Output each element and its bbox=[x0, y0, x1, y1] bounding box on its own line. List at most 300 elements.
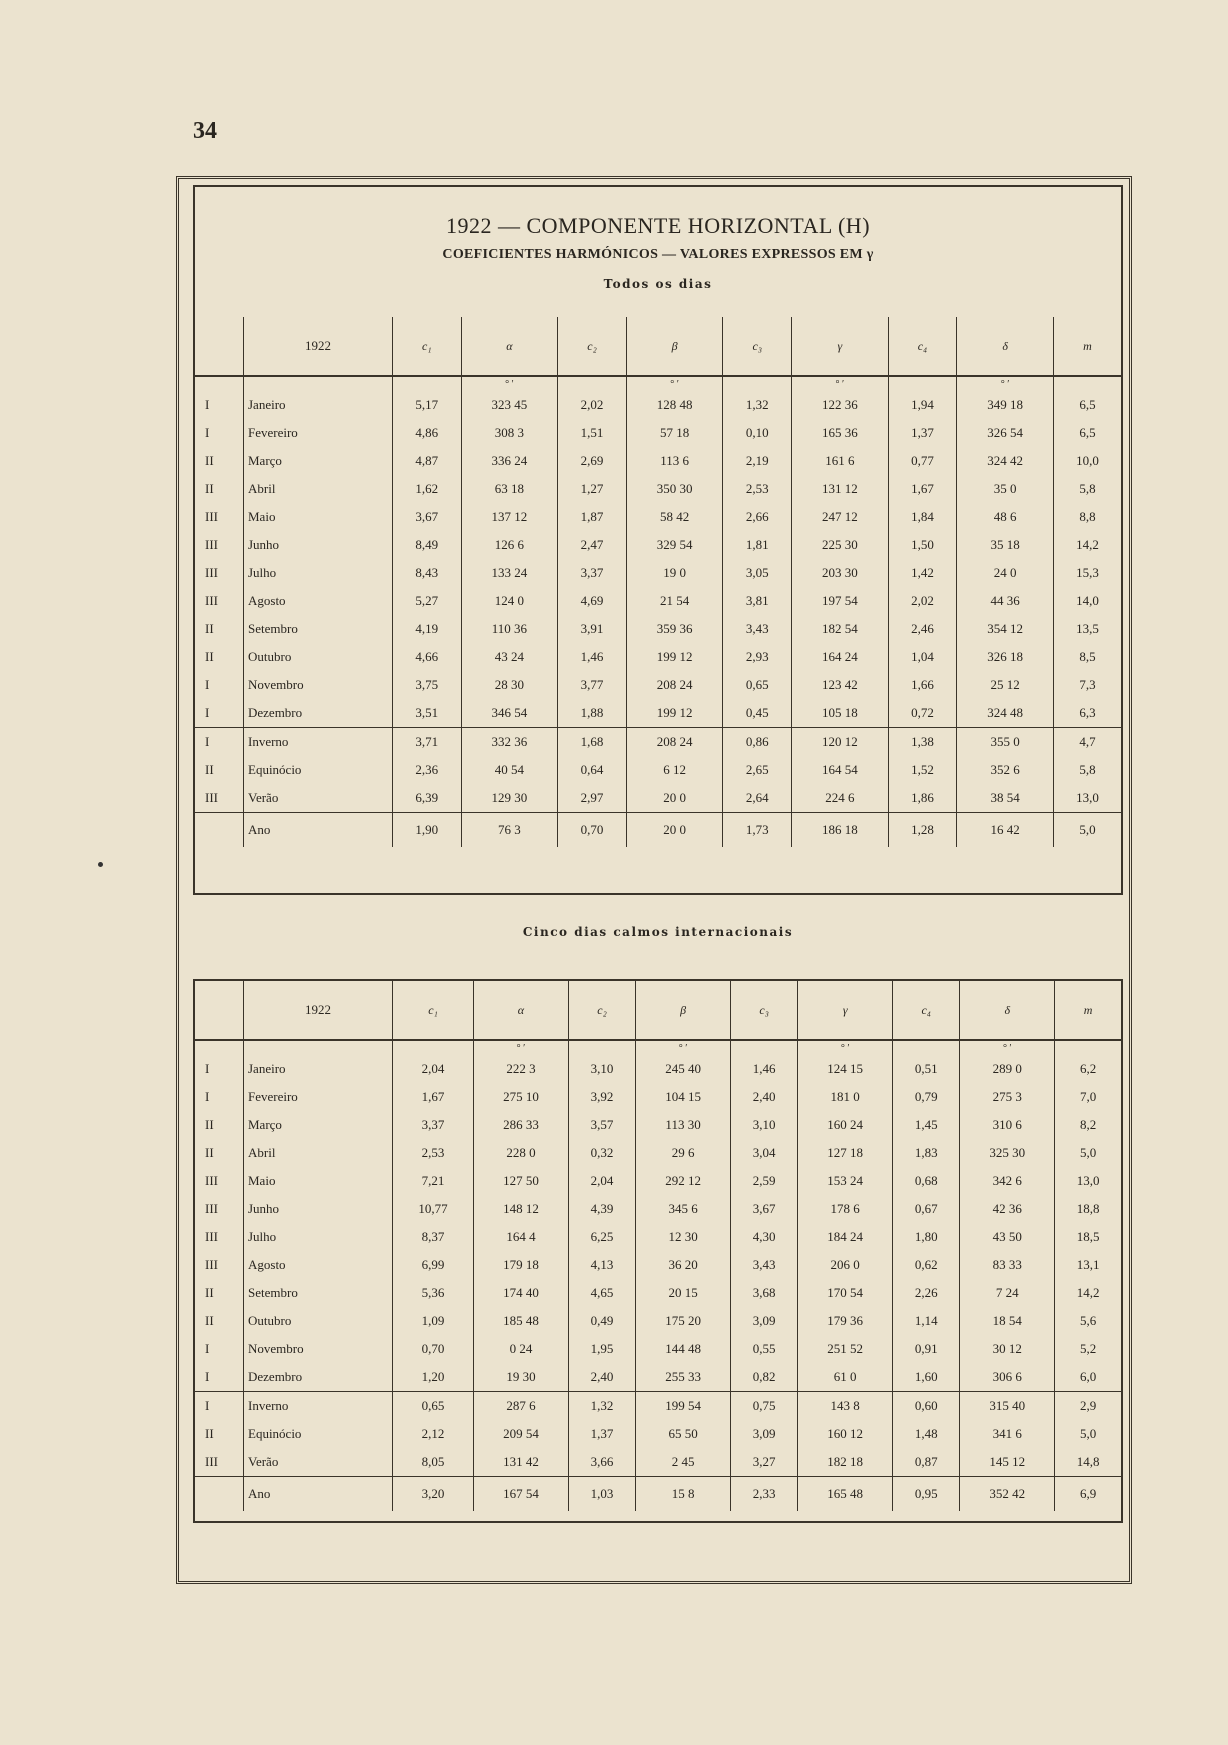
harmonic-table-quiet-days bbox=[195, 981, 1121, 1511]
column-header: γ bbox=[792, 317, 889, 376]
period-label: Outubro bbox=[244, 1307, 393, 1335]
period-label: Agosto bbox=[244, 1251, 393, 1279]
period-label: Novembro bbox=[244, 1335, 393, 1363]
group-numeral: I bbox=[205, 705, 210, 720]
table-row bbox=[195, 1167, 1121, 1195]
value-cell-c4: 1,48 bbox=[893, 1420, 960, 1448]
value-cell-d: 7 24 bbox=[960, 1279, 1055, 1307]
group-numeral bbox=[195, 1477, 244, 1512]
value-cell-c1: 4,87 bbox=[393, 447, 462, 475]
period-label: Julho bbox=[244, 1223, 393, 1251]
value-cell-b: 58 42 bbox=[626, 503, 723, 531]
value-cell-c4: 2,26 bbox=[893, 1279, 960, 1307]
page-number: 34 bbox=[193, 118, 217, 144]
value-cell-c1: 4,86 bbox=[393, 419, 462, 447]
value-cell-y: 206 0 bbox=[798, 1251, 893, 1279]
value-cell-d: 30 12 bbox=[960, 1335, 1055, 1363]
margin-dot bbox=[98, 862, 103, 867]
table-row bbox=[195, 1335, 1121, 1363]
column-header: δ bbox=[957, 317, 1054, 376]
value-cell-y: 143 8 bbox=[798, 1392, 893, 1421]
group-numeral: II bbox=[205, 1285, 214, 1300]
degree-mark: ° ′ bbox=[626, 376, 723, 391]
column-header: β bbox=[636, 981, 731, 1040]
value-cell-c3: 3,09 bbox=[730, 1307, 797, 1335]
group-numeral: III bbox=[205, 1229, 218, 1244]
table-row bbox=[195, 391, 1121, 419]
value-cell-d: 349 18 bbox=[957, 391, 1054, 419]
value-cell-a: 76 3 bbox=[461, 813, 558, 848]
value-cell-c4: 0,91 bbox=[893, 1335, 960, 1363]
table-row bbox=[195, 643, 1121, 671]
value-cell-c3: 2,93 bbox=[723, 643, 792, 671]
value-cell-c4: 1,14 bbox=[893, 1307, 960, 1335]
value-cell-a: 167 54 bbox=[474, 1477, 569, 1512]
table-row bbox=[195, 756, 1121, 784]
value-cell-c2: 0,70 bbox=[558, 813, 627, 848]
value-cell-d: 341 6 bbox=[960, 1420, 1055, 1448]
value-cell-d: 324 48 bbox=[957, 699, 1054, 728]
period-label: Maio bbox=[244, 503, 393, 531]
value-cell-c1: 3,20 bbox=[393, 1477, 474, 1512]
value-cell-d: 24 0 bbox=[957, 559, 1054, 587]
value-cell-a: 133 24 bbox=[461, 559, 558, 587]
value-cell-y: 224 6 bbox=[792, 784, 889, 813]
value-cell-mm: 13,5 bbox=[1053, 615, 1121, 643]
value-cell-y: 225 30 bbox=[792, 531, 889, 559]
value-cell-a: 179 18 bbox=[474, 1251, 569, 1279]
value-cell-c3: 2,40 bbox=[730, 1083, 797, 1111]
value-cell-c3: 3,68 bbox=[730, 1279, 797, 1307]
value-cell-c4: 1,04 bbox=[888, 643, 957, 671]
table-row bbox=[195, 559, 1121, 587]
value-cell-c2: 3,10 bbox=[568, 1055, 635, 1083]
value-cell-c2: 2,40 bbox=[568, 1363, 635, 1392]
degree-mark bbox=[723, 376, 792, 391]
value-cell-b: 113 30 bbox=[636, 1111, 731, 1139]
value-cell-y: 186 18 bbox=[792, 813, 889, 848]
value-cell-c4: 1,42 bbox=[888, 559, 957, 587]
value-cell-c3: 4,30 bbox=[730, 1223, 797, 1251]
value-cell-c2: 2,04 bbox=[568, 1167, 635, 1195]
period-label: Setembro bbox=[244, 615, 393, 643]
value-cell-d: 352 42 bbox=[960, 1477, 1055, 1512]
table-header-row bbox=[195, 981, 1121, 1040]
value-cell-c3: 3,27 bbox=[730, 1448, 797, 1477]
value-cell-c1: 2,12 bbox=[393, 1420, 474, 1448]
period-label: Inverno bbox=[244, 1392, 393, 1421]
value-cell-c4: 0,60 bbox=[893, 1392, 960, 1421]
value-cell-a: 28 30 bbox=[461, 671, 558, 699]
group-numeral: I bbox=[205, 1341, 210, 1356]
value-cell-c4: 1,50 bbox=[888, 531, 957, 559]
value-cell-d: 48 6 bbox=[957, 503, 1054, 531]
period-label: Julho bbox=[244, 559, 393, 587]
column-header: c₄ bbox=[888, 317, 957, 376]
value-cell-mm: 18,8 bbox=[1055, 1195, 1121, 1223]
column-header: α bbox=[474, 981, 569, 1040]
value-cell-c4: 1,67 bbox=[888, 475, 957, 503]
value-cell-d: 44 36 bbox=[957, 587, 1054, 615]
value-cell-y: 164 24 bbox=[792, 643, 889, 671]
value-cell-c4: 1,45 bbox=[893, 1111, 960, 1139]
value-cell-c3: 0,86 bbox=[723, 728, 792, 757]
value-cell-mm: 5,8 bbox=[1053, 756, 1121, 784]
period-label: Abril bbox=[244, 475, 393, 503]
value-cell-c2: 1,88 bbox=[558, 699, 627, 728]
column-header: c₁ bbox=[393, 317, 462, 376]
period-label: Maio bbox=[244, 1167, 393, 1195]
value-cell-c2: 4,65 bbox=[568, 1279, 635, 1307]
table-row bbox=[195, 1251, 1121, 1279]
degree-mark: ° ′ bbox=[957, 376, 1054, 391]
value-cell-y: 197 54 bbox=[792, 587, 889, 615]
value-cell-mm: 6,3 bbox=[1053, 699, 1121, 728]
degree-mark bbox=[1055, 1040, 1121, 1055]
value-cell-c2: 3,37 bbox=[558, 559, 627, 587]
value-cell-c1: 2,53 bbox=[393, 1139, 474, 1167]
header-group-cell bbox=[195, 981, 244, 1040]
table-row bbox=[195, 587, 1121, 615]
group-numeral: II bbox=[205, 453, 214, 468]
value-cell-c4: 0,62 bbox=[893, 1251, 960, 1279]
value-cell-b: 57 18 bbox=[626, 419, 723, 447]
group-numeral: II bbox=[205, 1145, 214, 1160]
period-label: Verão bbox=[244, 1448, 393, 1477]
section-title-all-days: Todos os dias bbox=[603, 277, 713, 291]
value-cell-c3: 2,33 bbox=[730, 1477, 797, 1512]
value-cell-a: 129 30 bbox=[461, 784, 558, 813]
page-subtitle: COEFICIENTES HARMÓNICOS — VALORES EXPRESSOS EM γ bbox=[442, 247, 874, 262]
value-cell-c1: 6,39 bbox=[393, 784, 462, 813]
value-cell-mm: 2,9 bbox=[1055, 1392, 1121, 1421]
value-cell-a: 63 18 bbox=[461, 475, 558, 503]
value-cell-a: 126 6 bbox=[461, 531, 558, 559]
column-header: 1922 bbox=[244, 981, 393, 1040]
value-cell-b: 21 54 bbox=[626, 587, 723, 615]
value-cell-c3: 3,43 bbox=[730, 1251, 797, 1279]
value-cell-a: 228 0 bbox=[474, 1139, 569, 1167]
value-cell-b: 199 54 bbox=[636, 1392, 731, 1421]
value-cell-c1: 3,37 bbox=[393, 1111, 474, 1139]
value-cell-mm: 8,8 bbox=[1053, 503, 1121, 531]
group-numeral: I bbox=[205, 1089, 210, 1104]
value-cell-a: 286 33 bbox=[474, 1111, 569, 1139]
value-cell-c1: 4,19 bbox=[393, 615, 462, 643]
value-cell-d: 16 42 bbox=[957, 813, 1054, 848]
table-row bbox=[195, 1195, 1121, 1223]
group-numeral: I bbox=[205, 1061, 210, 1076]
table-row bbox=[195, 1392, 1121, 1421]
table-row bbox=[195, 531, 1121, 559]
value-cell-c1: 10,77 bbox=[393, 1195, 474, 1223]
value-cell-y: 165 36 bbox=[792, 419, 889, 447]
page-title: 1922 — COMPONENTE HORIZONTAL (H) bbox=[445, 213, 871, 238]
value-cell-c3: 3,09 bbox=[730, 1420, 797, 1448]
degree-mark bbox=[730, 1040, 797, 1055]
value-cell-c2: 2,47 bbox=[558, 531, 627, 559]
value-cell-y: 184 24 bbox=[798, 1223, 893, 1251]
value-cell-mm: 8,2 bbox=[1055, 1111, 1121, 1139]
value-cell-c1: 3,67 bbox=[393, 503, 462, 531]
value-cell-b: 128 48 bbox=[626, 391, 723, 419]
value-cell-c1: 1,67 bbox=[393, 1083, 474, 1111]
group-numeral bbox=[195, 813, 244, 848]
degree-mark: ° ′ bbox=[960, 1040, 1055, 1055]
value-cell-c4: 0,72 bbox=[888, 699, 957, 728]
value-cell-a: 323 45 bbox=[461, 391, 558, 419]
value-cell-d: 310 6 bbox=[960, 1111, 1055, 1139]
value-cell-b: 12 30 bbox=[636, 1223, 731, 1251]
value-cell-d: 354 12 bbox=[957, 615, 1054, 643]
value-cell-y: 160 24 bbox=[798, 1111, 893, 1139]
degree-mark: ° ′ bbox=[474, 1040, 569, 1055]
value-cell-b: 36 20 bbox=[636, 1251, 731, 1279]
value-cell-d: 325 30 bbox=[960, 1139, 1055, 1167]
value-cell-c1: 1,20 bbox=[393, 1363, 474, 1392]
value-cell-c3: 1,81 bbox=[723, 531, 792, 559]
column-header: β bbox=[626, 317, 723, 376]
value-cell-c4: 1,52 bbox=[888, 756, 957, 784]
value-cell-d: 289 0 bbox=[960, 1055, 1055, 1083]
value-cell-b: 350 30 bbox=[626, 475, 723, 503]
value-cell-c1: 8,37 bbox=[393, 1223, 474, 1251]
value-cell-y: 181 0 bbox=[798, 1083, 893, 1111]
value-cell-c1: 3,71 bbox=[393, 728, 462, 757]
column-header: m bbox=[1053, 317, 1121, 376]
table-row bbox=[195, 447, 1121, 475]
value-cell-c3: 3,67 bbox=[730, 1195, 797, 1223]
value-cell-c1: 2,04 bbox=[393, 1055, 474, 1083]
value-cell-mm: 5,0 bbox=[1055, 1420, 1121, 1448]
value-cell-c2: 1,68 bbox=[558, 728, 627, 757]
value-cell-d: 355 0 bbox=[957, 728, 1054, 757]
value-cell-b: 19 0 bbox=[626, 559, 723, 587]
value-cell-d: 315 40 bbox=[960, 1392, 1055, 1421]
value-cell-c4: 1,60 bbox=[893, 1363, 960, 1392]
value-cell-c1: 3,75 bbox=[393, 671, 462, 699]
value-cell-c3: 3,43 bbox=[723, 615, 792, 643]
value-cell-c2: 1,95 bbox=[568, 1335, 635, 1363]
value-cell-b: 29 6 bbox=[636, 1139, 731, 1167]
value-cell-a: 209 54 bbox=[474, 1420, 569, 1448]
value-cell-c1: 1,90 bbox=[393, 813, 462, 848]
value-cell-c2: 1,87 bbox=[558, 503, 627, 531]
value-cell-a: 148 12 bbox=[474, 1195, 569, 1223]
period-label: Junho bbox=[244, 1195, 393, 1223]
period-label: Ano bbox=[244, 1477, 393, 1512]
value-cell-a: 346 54 bbox=[461, 699, 558, 728]
value-cell-y: 120 12 bbox=[792, 728, 889, 757]
value-cell-mm: 13,1 bbox=[1055, 1251, 1121, 1279]
value-cell-y: 178 6 bbox=[798, 1195, 893, 1223]
value-cell-c1: 8,05 bbox=[393, 1448, 474, 1477]
degree-mark bbox=[244, 376, 393, 391]
table-row bbox=[195, 671, 1121, 699]
table-row bbox=[195, 813, 1121, 848]
value-cell-c1: 8,49 bbox=[393, 531, 462, 559]
value-cell-b: 65 50 bbox=[636, 1420, 731, 1448]
value-cell-a: 308 3 bbox=[461, 419, 558, 447]
value-cell-y: 170 54 bbox=[798, 1279, 893, 1307]
table-row bbox=[195, 1223, 1121, 1251]
value-cell-c4: 1,28 bbox=[888, 813, 957, 848]
group-numeral: III bbox=[205, 1454, 218, 1469]
value-cell-c1: 5,36 bbox=[393, 1279, 474, 1307]
value-cell-y: 161 6 bbox=[792, 447, 889, 475]
value-cell-c1: 6,99 bbox=[393, 1251, 474, 1279]
value-cell-c2: 1,32 bbox=[568, 1392, 635, 1421]
value-cell-c4: 0,51 bbox=[893, 1055, 960, 1083]
section-all-days bbox=[193, 185, 1123, 895]
value-cell-mm: 6,0 bbox=[1055, 1363, 1121, 1392]
value-cell-y: 122 36 bbox=[792, 391, 889, 419]
value-cell-mm: 6,2 bbox=[1055, 1055, 1121, 1083]
value-cell-mm: 13,0 bbox=[1053, 784, 1121, 813]
value-cell-y: 165 48 bbox=[798, 1477, 893, 1512]
value-cell-b: 6 12 bbox=[626, 756, 723, 784]
value-cell-c1: 5,27 bbox=[393, 587, 462, 615]
column-header: c₃ bbox=[723, 317, 792, 376]
group-numeral: II bbox=[205, 1426, 214, 1441]
group-numeral: III bbox=[205, 537, 218, 552]
value-cell-mm: 5,0 bbox=[1053, 813, 1121, 848]
value-cell-c1: 1,09 bbox=[393, 1307, 474, 1335]
group-numeral: II bbox=[205, 481, 214, 496]
value-cell-a: 336 24 bbox=[461, 447, 558, 475]
value-cell-c2: 1,03 bbox=[568, 1477, 635, 1512]
value-cell-y: 179 36 bbox=[798, 1307, 893, 1335]
period-label: Janeiro bbox=[244, 391, 393, 419]
value-cell-c2: 0,49 bbox=[568, 1307, 635, 1335]
value-cell-c4: 1,37 bbox=[888, 419, 957, 447]
value-cell-c3: 3,10 bbox=[730, 1111, 797, 1139]
value-cell-b: 2 45 bbox=[636, 1448, 731, 1477]
value-cell-y: 251 52 bbox=[798, 1335, 893, 1363]
degree-mark bbox=[888, 376, 957, 391]
value-cell-d: 83 33 bbox=[960, 1251, 1055, 1279]
degree-mark bbox=[558, 376, 627, 391]
table-row bbox=[195, 1307, 1121, 1335]
value-cell-a: 185 48 bbox=[474, 1307, 569, 1335]
value-cell-a: 131 42 bbox=[474, 1448, 569, 1477]
value-cell-a: 275 10 bbox=[474, 1083, 569, 1111]
value-cell-c1: 1,62 bbox=[393, 475, 462, 503]
value-cell-c1: 5,17 bbox=[393, 391, 462, 419]
value-cell-c1: 0,65 bbox=[393, 1392, 474, 1421]
value-cell-c3: 2,65 bbox=[723, 756, 792, 784]
value-cell-d: 352 6 bbox=[957, 756, 1054, 784]
period-label: Abril bbox=[244, 1139, 393, 1167]
value-cell-c2: 1,46 bbox=[558, 643, 627, 671]
value-cell-a: 43 24 bbox=[461, 643, 558, 671]
value-cell-b: 199 12 bbox=[626, 643, 723, 671]
value-cell-y: 182 18 bbox=[798, 1448, 893, 1477]
value-cell-c1: 7,21 bbox=[393, 1167, 474, 1195]
value-cell-a: 137 12 bbox=[461, 503, 558, 531]
value-cell-c3: 2,59 bbox=[730, 1167, 797, 1195]
table-row bbox=[195, 699, 1121, 728]
value-cell-a: 332 36 bbox=[461, 728, 558, 757]
value-cell-y: 123 42 bbox=[792, 671, 889, 699]
table-row bbox=[195, 615, 1121, 643]
period-label: Equinócio bbox=[244, 756, 393, 784]
value-cell-c3: 3,04 bbox=[730, 1139, 797, 1167]
value-cell-c3: 0,75 bbox=[730, 1392, 797, 1421]
value-cell-mm: 6,5 bbox=[1053, 419, 1121, 447]
value-cell-c3: 1,32 bbox=[723, 391, 792, 419]
value-cell-c1: 0,70 bbox=[393, 1335, 474, 1363]
value-cell-mm: 18,5 bbox=[1055, 1223, 1121, 1251]
value-cell-mm: 6,9 bbox=[1055, 1477, 1121, 1512]
value-cell-c2: 4,13 bbox=[568, 1251, 635, 1279]
column-header: γ bbox=[798, 981, 893, 1040]
table-row bbox=[195, 503, 1121, 531]
period-label: Janeiro bbox=[244, 1055, 393, 1083]
value-cell-c2: 0,64 bbox=[558, 756, 627, 784]
value-cell-c4: 1,86 bbox=[888, 784, 957, 813]
value-cell-a: 127 50 bbox=[474, 1167, 569, 1195]
value-cell-c1: 8,43 bbox=[393, 559, 462, 587]
table-row bbox=[195, 1477, 1121, 1512]
table-row bbox=[195, 419, 1121, 447]
value-cell-d: 145 12 bbox=[960, 1448, 1055, 1477]
degree-mark bbox=[568, 1040, 635, 1055]
value-cell-b: 104 15 bbox=[636, 1083, 731, 1111]
value-cell-a: 40 54 bbox=[461, 756, 558, 784]
value-cell-mm: 14,2 bbox=[1055, 1279, 1121, 1307]
degree-mark: ° ′ bbox=[636, 1040, 731, 1055]
value-cell-c4: 0,95 bbox=[893, 1477, 960, 1512]
value-cell-d: 35 18 bbox=[957, 531, 1054, 559]
value-cell-a: 110 36 bbox=[461, 615, 558, 643]
degree-marks-row bbox=[195, 1040, 1121, 1055]
period-label: Dezembro bbox=[244, 1363, 393, 1392]
value-cell-mm: 14,8 bbox=[1055, 1448, 1121, 1477]
value-cell-d: 342 6 bbox=[960, 1167, 1055, 1195]
value-cell-y: 105 18 bbox=[792, 699, 889, 728]
value-cell-d: 43 50 bbox=[960, 1223, 1055, 1251]
degree-mark bbox=[393, 1040, 474, 1055]
value-cell-c4: 1,94 bbox=[888, 391, 957, 419]
group-numeral: I bbox=[205, 1369, 210, 1384]
period-label: Junho bbox=[244, 531, 393, 559]
value-cell-c2: 3,92 bbox=[568, 1083, 635, 1111]
value-cell-mm: 13,0 bbox=[1055, 1167, 1121, 1195]
value-cell-c4: 2,02 bbox=[888, 587, 957, 615]
value-cell-c2: 6,25 bbox=[568, 1223, 635, 1251]
column-header: α bbox=[461, 317, 558, 376]
value-cell-c4: 1,84 bbox=[888, 503, 957, 531]
value-cell-mm: 5,0 bbox=[1055, 1139, 1121, 1167]
value-cell-c2: 3,57 bbox=[568, 1111, 635, 1139]
value-cell-c1: 2,36 bbox=[393, 756, 462, 784]
group-numeral: III bbox=[205, 565, 218, 580]
value-cell-c3: 0,45 bbox=[723, 699, 792, 728]
value-cell-c3: 3,05 bbox=[723, 559, 792, 587]
table-row bbox=[195, 1083, 1121, 1111]
period-label: Março bbox=[244, 447, 393, 475]
degree-mark bbox=[195, 1040, 244, 1055]
value-cell-d: 35 0 bbox=[957, 475, 1054, 503]
value-cell-c4: 0,77 bbox=[888, 447, 957, 475]
value-cell-c2: 1,37 bbox=[568, 1420, 635, 1448]
value-cell-y: 61 0 bbox=[798, 1363, 893, 1392]
period-label: Equinócio bbox=[244, 1420, 393, 1448]
value-cell-c2: 3,91 bbox=[558, 615, 627, 643]
value-cell-b: 199 12 bbox=[626, 699, 723, 728]
period-label: Novembro bbox=[244, 671, 393, 699]
